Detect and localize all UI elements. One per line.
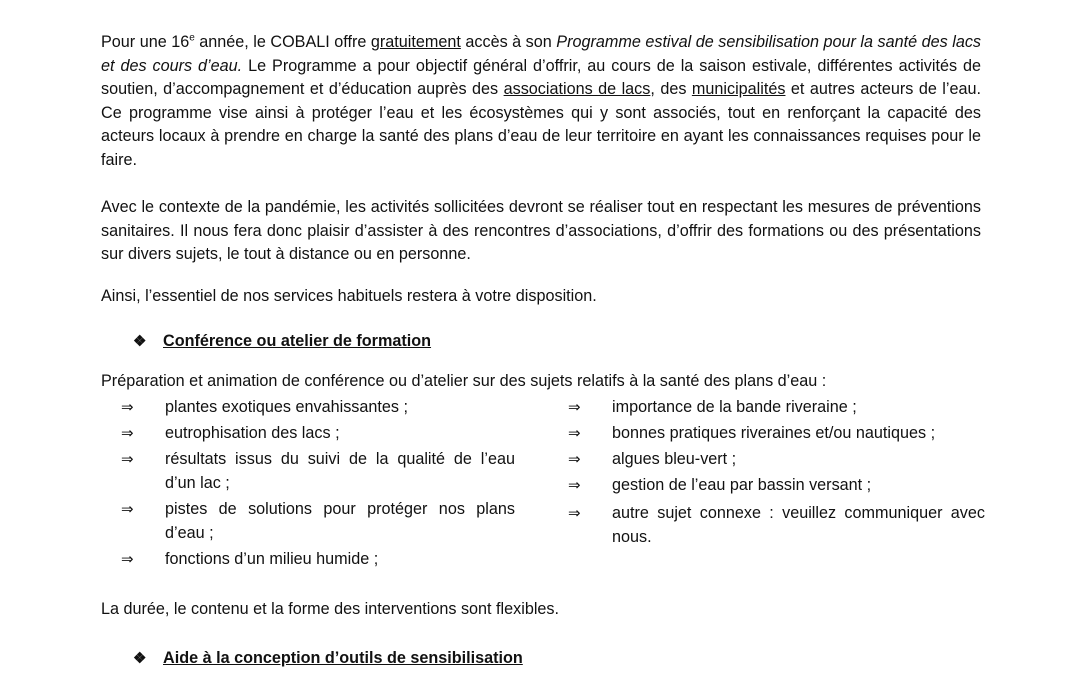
- arrow-bullet-icon: ⇒: [568, 451, 581, 468]
- arrow-bullet-icon: ⇒: [121, 425, 134, 442]
- list-item: [568, 474, 985, 498]
- underlined-associations: associations de lacs: [503, 80, 651, 98]
- list-item: [568, 502, 985, 549]
- list-item-text: pistes de solutions pour protéger nos plans d’eau ;: [165, 500, 515, 542]
- list-item-text: bonnes pratiques riveraines et/ou nautiques ;: [612, 424, 936, 442]
- arrow-bullet-icon: ⇒: [568, 477, 581, 494]
- paragraph-intro: [101, 31, 981, 172]
- underlined-gratuitement: gratuitement: [370, 33, 461, 51]
- superscript-e: e: [189, 32, 195, 44]
- list-item: [121, 448, 515, 495]
- arrow-bullet-icon: ⇒: [121, 399, 134, 416]
- text-run: , des: [650, 80, 692, 98]
- paragraph-services: Ainsi, l’essentiel de nos services habituels restera à votre disposition.: [101, 287, 597, 305]
- list-item: [121, 396, 515, 420]
- text-run: année, le COBALI offre: [194, 33, 371, 51]
- section-heading-conference: [133, 330, 431, 354]
- arrow-bullet-icon: ⇒: [568, 399, 581, 416]
- arrow-bullet-icon: ⇒: [568, 505, 581, 522]
- text-run: et autres acteurs de l’eau. Ce programme vise ainsi à protéger l’eau et les écosystèmes qui y sont associés, tout en renforçant la capacité des acteurs locaux à prendre en charge la santé des plans d’eau de leur territoire en ayant les connaissances requises pour le faire.: [101, 80, 982, 169]
- list-item: [121, 422, 515, 446]
- arrow-bullet-icon: ⇒: [121, 451, 134, 468]
- program-name: Programme estival de sensibilisation pour la santé des lacs et des cours d’eau.: [101, 33, 982, 75]
- list-item-text: fonctions d’un milieu humide ;: [165, 550, 379, 568]
- diamond-bullet-icon: ❖: [133, 333, 147, 351]
- arrow-bullet-icon: ⇒: [121, 551, 134, 568]
- list-item-text: résultats issus du suivi de la qualité de l’eau d’un lac ;: [165, 450, 515, 492]
- document-page: [101, 0, 985, 675]
- heading-text: Aide à la conception d’outils de sensibilisation: [163, 649, 523, 668]
- list-item-text: eutrophisation des lacs ;: [165, 424, 340, 442]
- diamond-bullet-icon: ❖: [133, 650, 147, 668]
- arrow-bullet-icon: ⇒: [568, 425, 581, 442]
- list-item-text: autre sujet connexe : veuillez communiquer avec nous.: [612, 504, 985, 546]
- section-heading-tools: [133, 647, 523, 671]
- list-item: [121, 548, 515, 572]
- list-item: [568, 448, 985, 472]
- list-item-text: algues bleu-vert ;: [612, 450, 737, 468]
- paragraph-flexible: La durée, le contenu et la forme des interventions sont flexibles.: [101, 600, 560, 618]
- paragraph-pandemic: Avec le contexte de la pandémie, les activités sollicitées devront se réaliser tout en respectant les mesures de préventions sanitaires. Il nous fera donc plaisir d’assister à des rencontres d’associations, d’offrir des formations ou des présentations sur divers sujets, le tout à distance ou en personne.: [101, 198, 981, 263]
- list-item: [568, 422, 985, 446]
- underlined-municipalites: municipalités: [691, 80, 786, 98]
- list-item-text: plantes exotiques envahissantes ;: [165, 398, 408, 416]
- list-item-text: importance de la bande riveraine ;: [612, 398, 857, 416]
- list-item: [568, 396, 985, 420]
- text-run: accès à son: [460, 33, 557, 51]
- arrow-bullet-icon: ⇒: [121, 501, 134, 518]
- list-item: [121, 498, 515, 545]
- heading-text: Conférence ou atelier de formation: [163, 332, 432, 351]
- section-intro: Préparation et animation de conférence ou d’atelier sur des sujets relatifs à la santé des plans d’eau :: [101, 372, 827, 390]
- list-item-text: gestion de l’eau par bassin versant ;: [612, 476, 872, 494]
- text-run: Le Programme a pour objectif général d’offrir, au cours de la saison estivale, différentes activités de soutien, d’accompagnement et d’éducation auprès des: [101, 56, 982, 98]
- text-run: Pour une 16: [101, 33, 190, 51]
